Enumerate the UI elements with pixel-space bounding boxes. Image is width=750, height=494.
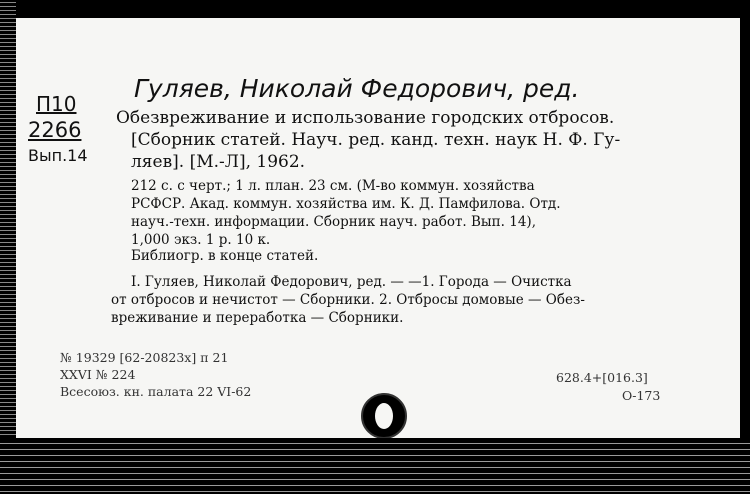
classification-number: 628.4+[016.3] (556, 370, 648, 385)
collation-line-3: науч.-техн. информации. Сборник науч. работ. Вып. 14), (131, 214, 536, 230)
footer-line-2: XXVI № 224 (60, 367, 136, 382)
author-mark: О-173 (622, 388, 661, 403)
title-line-2: [Сборник статей. Науч. ред. канд. техн. наук Н. Ф. Гу- (131, 130, 621, 150)
title-line-3: ляев]. [М.-Л], 1962. (131, 152, 306, 172)
footer-line-1: № 19329 [62-20823х] п 21 (60, 350, 229, 365)
film-edge-left (0, 0, 16, 494)
collation-line-1: 212 с. с черт.; 1 л. план. 23 см. (М-во коммун. хозяйства (131, 178, 535, 194)
footer-line-3: Всесоюз. кн. палата 22 VI-62 (60, 384, 252, 399)
punch-hole (361, 393, 407, 439)
bibliography-note: Библиогр. в конце статей. (131, 248, 319, 264)
tracing-line-2: от отбросов и нечистот — Сборники. 2. Отбросы домовые — Обез- (111, 292, 585, 308)
film-edge-bottom (0, 438, 750, 494)
tracing-line-1: I. Гуляев, Николай Федорович, ред. — —1. Города — Очистка (131, 274, 572, 290)
collation-line-4: 1,000 экз. 1 р. 10 к. (131, 232, 271, 248)
call-number-line-1: П10 (36, 92, 77, 116)
call-number-line-2: 2266 (28, 118, 82, 142)
tracing-line-3: вреживание и переработка — Сборники. (111, 310, 404, 326)
collation-line-2: РСФСР. Акад. коммун. хозяйства им. К. Д. Памфилова. Отд. (131, 196, 561, 212)
catalog-card (16, 18, 740, 438)
handwritten-author-heading: Гуляев, Николай Федорович, ред. (134, 74, 580, 103)
call-number-line-3: Вып.14 (28, 146, 88, 165)
title-line-1: Обезвреживание и использование городских отбросов. (116, 108, 615, 128)
